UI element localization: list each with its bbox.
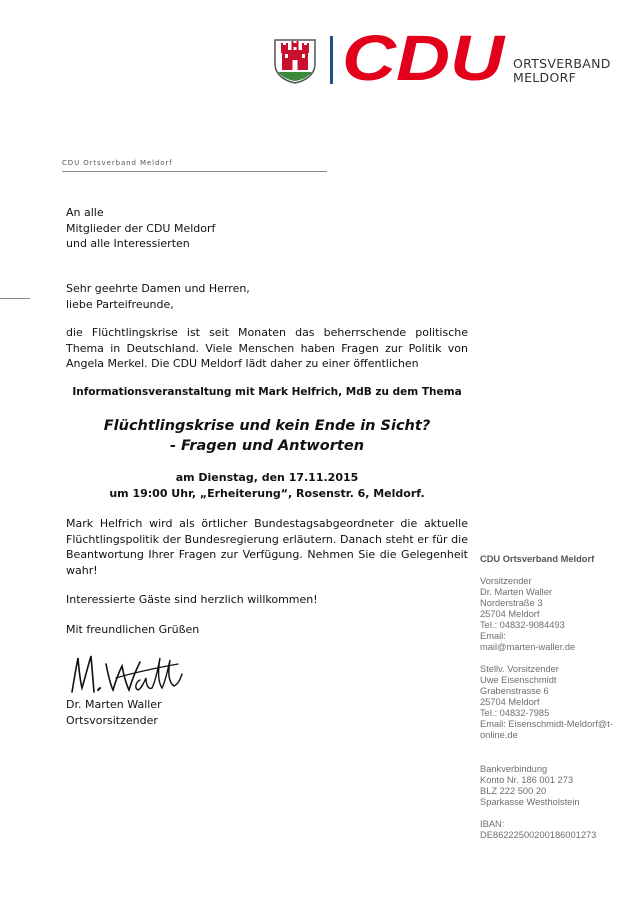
sender-rule bbox=[62, 171, 327, 172]
signer-name: Dr. Marten Waller bbox=[66, 698, 162, 711]
sidebar-line: Vorsitzender bbox=[480, 576, 532, 586]
event-title bbox=[66, 416, 468, 456]
cdu-logo bbox=[340, 28, 508, 88]
guests-paragraph: Interessierte Gäste sind herzlich willkommen! bbox=[66, 593, 318, 606]
event-title-line: Flüchtlingskrise und kein Ende in Sicht? bbox=[103, 418, 431, 434]
sidebar-line: Bankverbindung bbox=[480, 764, 548, 774]
sidebar-line: BLZ 222 500 20 bbox=[480, 786, 547, 796]
sidebar-line: Email: bbox=[480, 631, 506, 641]
sidebar-iban bbox=[480, 819, 596, 841]
salutation-line: Sehr geehrte Damen und Herren, bbox=[66, 282, 250, 295]
sidebar-line: Norderstraße 3 bbox=[480, 598, 543, 608]
sidebar-line: mail@marten-waller.de bbox=[480, 642, 576, 652]
signer-block bbox=[66, 697, 266, 728]
sidebar-line: Tel.: 04832-9084493 bbox=[480, 620, 565, 630]
sidebar-chair-contact bbox=[480, 576, 575, 653]
recipient-line: Mitglieder der CDU Meldorf bbox=[66, 221, 216, 235]
event-date: am Dienstag, den 17.11.2015 bbox=[175, 471, 359, 484]
event-date-block bbox=[66, 470, 468, 501]
intro-paragraph: die Flüchtlingskrise ist seit Monaten das beherrschende politische Thema in Deutschland. Viele Menschen haben Fragen zur Politik von Angela Merkel. Die CDU Meldorf lädt daher zu einer öffentlichen bbox=[66, 326, 468, 370]
sidebar-deputy-contact bbox=[480, 664, 613, 741]
sidebar-line: Tel.: 04832-7985 bbox=[480, 708, 550, 718]
details-paragraph: Mark Helfrich wird als örtlicher Bundestagsabgeordneter die aktuelle Flüchtlingspolitik der Bundesregierung erläutern. Danach steht er für die Beantwortung Ihrer Fragen zur Verfügung. Nehmen Sie die Gelegenheit wahr! bbox=[66, 517, 468, 577]
salutation bbox=[66, 281, 366, 312]
org-name-line1: ORTSVERBAND bbox=[513, 56, 611, 71]
recipient-block bbox=[66, 205, 326, 252]
sidebar-line: Email: Eisenschmidt-Meldorf@t- bbox=[480, 719, 613, 729]
sidebar-line: online.de bbox=[480, 730, 518, 740]
sidebar-heading: CDU Ortsverband Meldorf bbox=[480, 554, 595, 564]
recipient-line: An alle bbox=[66, 206, 104, 219]
sidebar-line: Sparkasse Westholstein bbox=[480, 797, 580, 807]
sidebar-line: IBAN: bbox=[480, 819, 505, 829]
sidebar-line: Stellv. Vorsitzender bbox=[480, 664, 559, 674]
org-name-line2: MELDORF bbox=[513, 70, 577, 85]
sidebar-line: Grabenstrasse 6 bbox=[480, 686, 549, 696]
sidebar-bank-details bbox=[480, 764, 580, 808]
sidebar-line: 25704 Meldorf bbox=[480, 609, 540, 619]
sender-line: CDU Ortsverband Meldorf bbox=[62, 159, 173, 167]
event-time-place: um 19:00 Uhr, „Erheiterung“, Rosenstr. 6, Meldorf. bbox=[109, 486, 425, 500]
recipient-line: und alle Interessierten bbox=[66, 237, 190, 250]
event-subtitle-line: - Fragen und Antworten bbox=[169, 438, 365, 454]
sidebar-line: DE86222500200186001273 bbox=[480, 830, 597, 840]
signer-title: Ortsvorsitzender bbox=[66, 713, 158, 727]
sidebar-line: Uwe Eisenschmidt bbox=[480, 675, 557, 685]
event-heading: Informationsveranstaltung mit Mark Helfrich, MdB zu dem Thema bbox=[72, 386, 462, 398]
closing: Mit freundlichen Grüßen bbox=[66, 623, 200, 636]
cdu-logo-text: CDU bbox=[342, 28, 507, 88]
sidebar-line: 25704 Meldorf bbox=[480, 697, 540, 707]
meldorf-coat-of-arms-icon bbox=[273, 38, 317, 84]
salutation-line: liebe Parteifreunde, bbox=[66, 297, 174, 311]
sidebar-line: Konto Nr. 186 001 273 bbox=[480, 775, 574, 785]
sidebar-line: Dr. Marten Waller bbox=[480, 587, 552, 597]
handwritten-signature bbox=[66, 650, 184, 698]
fold-mark bbox=[0, 298, 30, 299]
header-divider bbox=[330, 36, 333, 84]
